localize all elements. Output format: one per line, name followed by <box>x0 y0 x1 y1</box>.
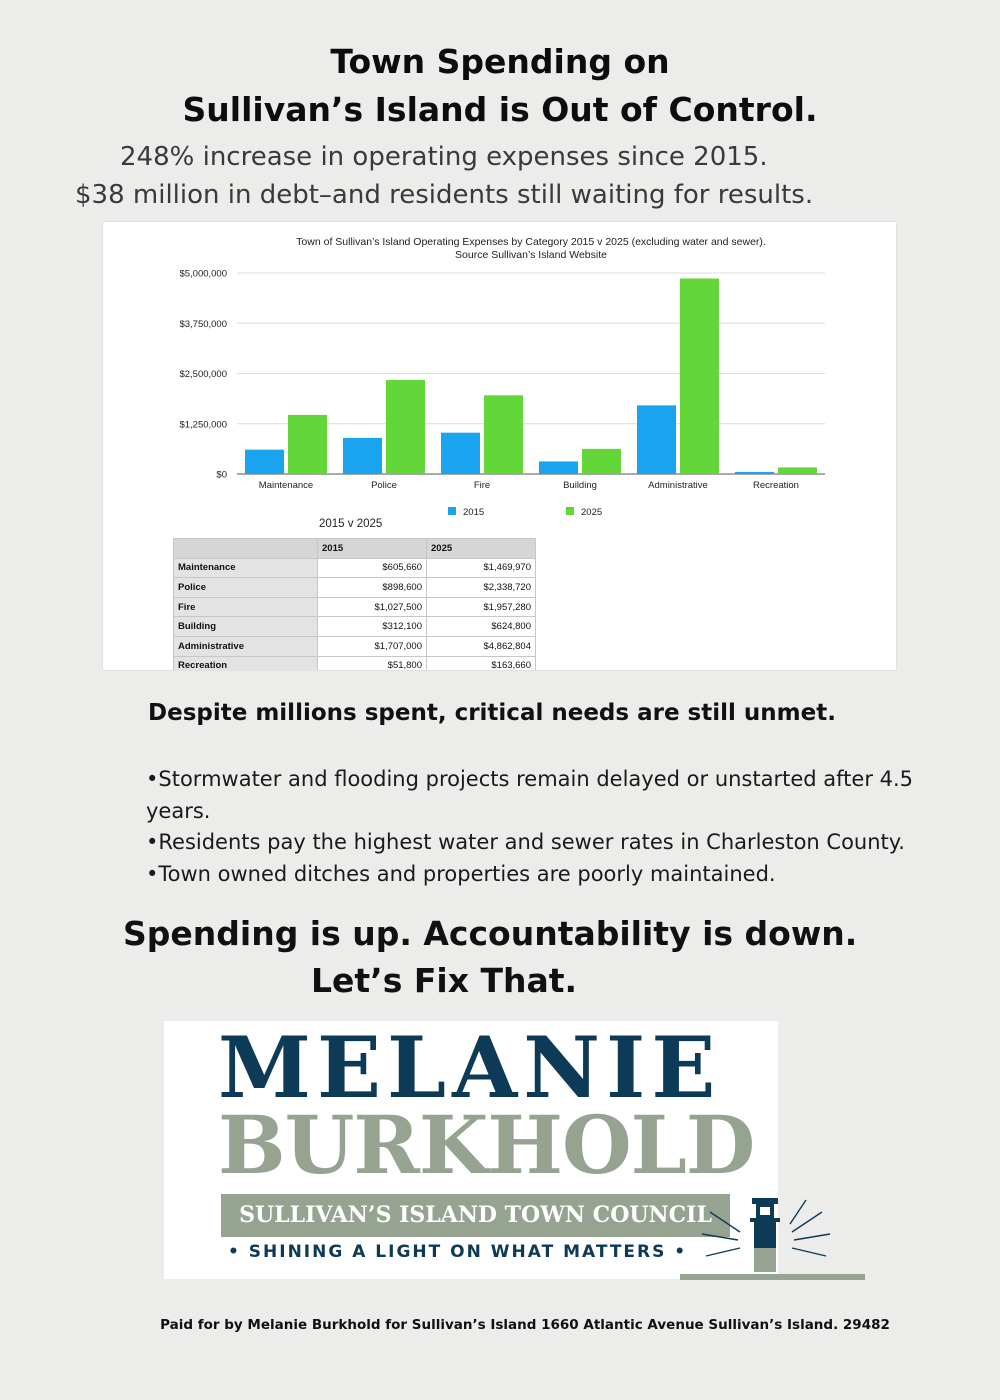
lighthouse-icon <box>680 1190 865 1285</box>
subhead-line-1: 248% increase in operating expenses since 2015. <box>120 142 768 172</box>
table-row-label: Police <box>174 578 318 598</box>
table-cell: $1,469,970 <box>427 558 536 578</box>
bar-2015-building <box>539 461 578 474</box>
expense-table <box>173 538 536 670</box>
table-cell: $1,027,500 <box>318 597 427 617</box>
bar-2015-maintenance <box>245 450 284 474</box>
table-cell: $898,600 <box>318 578 427 598</box>
list-item: •Stormwater and flooding projects remain delayed or unstarted after 4.5 years. <box>146 767 914 823</box>
table-row <box>174 617 536 637</box>
table-row-label: Fire <box>174 597 318 617</box>
logo-office-band: SULLIVAN’S ISLAND TOWN COUNCIL <box>221 1194 730 1237</box>
chart-title: Town of Sullivan’s Island Operating Expenses by Category 2015 v 2025 (excluding water and sewer). <box>296 236 766 248</box>
table-header-row <box>174 539 536 559</box>
y-tick-label: $5,000,000 <box>179 268 227 280</box>
bar-2015-recreation <box>735 472 774 474</box>
y-tick-label: $0 <box>216 469 227 481</box>
x-tick-label: Police <box>371 480 397 491</box>
headline-line-1: Town Spending on <box>330 42 670 81</box>
y-tick-label: $3,750,000 <box>179 318 227 330</box>
legend-label-2025: 2025 <box>581 507 603 518</box>
slogan-line-1: Spending is up. Accountability is down. <box>123 914 858 953</box>
y-tick-label: $2,500,000 <box>179 369 227 380</box>
bar-2025-recreation <box>778 467 817 474</box>
chart-subtitle: Source Sullivan’s Island Website <box>455 249 607 261</box>
bar-2015-police <box>343 438 382 474</box>
table-cell: $605,660 <box>318 558 427 578</box>
table-row-label: Recreation <box>174 656 318 670</box>
table-cell: $51,800 <box>318 656 427 670</box>
needs-list <box>146 764 976 890</box>
legend-swatch-2025 <box>566 507 574 515</box>
legend-label-2015: 2015 <box>463 507 485 518</box>
x-tick-label: Fire <box>473 480 491 491</box>
logo-first-name: MELANIE <box>218 1018 722 1117</box>
paid-for-disclaimer: Paid for by Melanie Burkhold for Sullivan’s Island 1660 Atlantic Avenue Sullivan’s Island. 29482 <box>160 1317 890 1333</box>
table-row <box>174 597 536 617</box>
table-row <box>174 656 536 670</box>
bar-2025-administrative <box>680 279 719 474</box>
bar-2025-police <box>386 380 425 474</box>
y-tick-label: $1,250,000 <box>179 419 227 431</box>
bar-2025-maintenance <box>288 415 327 474</box>
table-caption: 2015 v 2025 <box>319 518 383 530</box>
table-row <box>174 636 536 656</box>
table-row <box>174 558 536 578</box>
table-cell: $4,862,804 <box>427 636 536 656</box>
legend-swatch-2015 <box>448 507 456 515</box>
table-row-label: Maintenance <box>174 558 318 578</box>
bar-2015-administrative <box>637 405 676 474</box>
list-item: •Residents pay the highest water and sewer rates in Charleston County. <box>146 830 905 854</box>
table-cell: $312,100 <box>318 617 427 637</box>
needs-title: Despite millions spent, critical needs are still unmet. <box>148 700 836 726</box>
bar-2025-fire <box>484 395 523 474</box>
table-header-corner <box>174 539 318 559</box>
logo-last-name: BURKHOLD <box>218 1098 755 1192</box>
expense-bar-chart <box>103 222 896 532</box>
bar-2025-building <box>582 449 621 474</box>
table-cell: $2,338,720 <box>427 578 536 598</box>
table-row-label: Administrative <box>174 636 318 656</box>
table-row <box>174 578 536 598</box>
headline-line-2: Sullivan’s Island is Out of Control. <box>182 90 818 129</box>
list-item: •Town owned ditches and properties are poorly maintained. <box>146 861 776 886</box>
bar-2015-fire <box>441 433 480 474</box>
x-tick-label: Building <box>563 480 597 491</box>
table-cell: $1,957,280 <box>427 597 536 617</box>
x-tick-label: Administrative <box>648 480 708 491</box>
table-row-label: Building <box>174 617 318 637</box>
subhead-line-2: $38 million in debt–and residents still waiting for results. <box>75 180 814 210</box>
table-header-2025: 2025 <box>427 539 536 559</box>
table-cell: $163,660 <box>427 656 536 670</box>
x-tick-label: Recreation <box>753 480 799 491</box>
expense-chart-panel <box>103 222 896 670</box>
logo-tagline: • SHINING A LIGHT ON WHAT MATTERS • <box>228 1242 688 1262</box>
x-tick-label: Maintenance <box>258 480 314 491</box>
table-cell: $624,800 <box>427 617 536 637</box>
table-cell: $1,707,000 <box>318 636 427 656</box>
slogan-line-2: Let’s Fix That. <box>311 961 578 1000</box>
table-header-2015: 2015 <box>318 539 427 559</box>
